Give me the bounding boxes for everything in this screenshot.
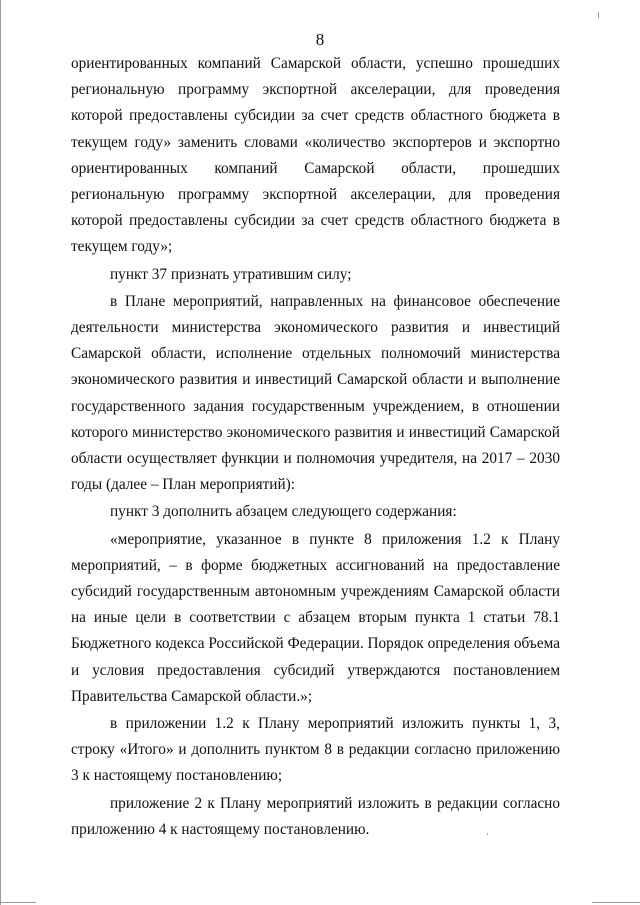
document-body <box>71 51 560 843</box>
scan-edge-left <box>0 0 1 905</box>
scan-speck-right <box>487 833 488 835</box>
paragraph-item-37: пункт 37 признать утратившим силу; <box>110 265 352 283</box>
paragraph-quoted-measure: «мероприятие, указанное в пункте 8 приложения 1.2 к Плану мероприятий, – в форме бюджетных ассигнований на предоставление субсидий государственным автономным учреждениям Самарской области на иные цели в соответствии с абзацем вторым пункта 1 статьи 78.1 Бюджетного кодекса Российской Федерации. Порядок определения объема и условия предоставления субсидий утверждаются постановлением Правительства Самарской области.»; <box>71 530 560 705</box>
paragraph-continuation: ориентированных компаний Самарской области, успешно прошедших региональную программу экспортной акселерации, для проведения которой предоставлены субсидии за счет средств областного бюджета в текущем году» заменить словами «количество экспортеров и экспортно ориентированных компаний Самарской области, прошедших региональную программу экспортной акселерации, для проведения которой предоставлены субсидии за счет средств областного бюджета в текущем году»; <box>71 55 560 256</box>
paragraph-appendix-1-2: в приложении 1.2 к Плану мероприятий изложить пункты 1, 3, строку «Итого» и дополнить пунктом 8 в редакции согласно приложению 3 к настоящему постановлению; <box>71 715 560 785</box>
paragraph-appendix-2: приложение 2 к Плану мероприятий изложить в редакции согласно приложению 4 к настоящему постановлению. <box>71 794 560 838</box>
scan-speck-bottom-right <box>592 902 640 903</box>
scan-speck-top-right <box>598 12 599 18</box>
scan-speck-bottom-left <box>0 902 36 903</box>
paragraph-item-3: пункт 3 дополнить абзацем следующего содержания: <box>110 503 457 521</box>
page-number: 8 <box>315 30 325 49</box>
paragraph-plan-intro: в Плане мероприятий, направленных на финансовое обеспечение деятельности министерства экономического развития и инвестиций Самарской области, исполнение отдельных полномочий министерства экономического развития и инвестиций Самарской области и выполнение государственного задания государственным учреждением, в отношении которого министерство экономического развития и инвестиций Самарской области осуществляет функции и полномочия учредителя, на 2017 – 2030 годы (далее – План мероприятий): <box>71 292 560 494</box>
